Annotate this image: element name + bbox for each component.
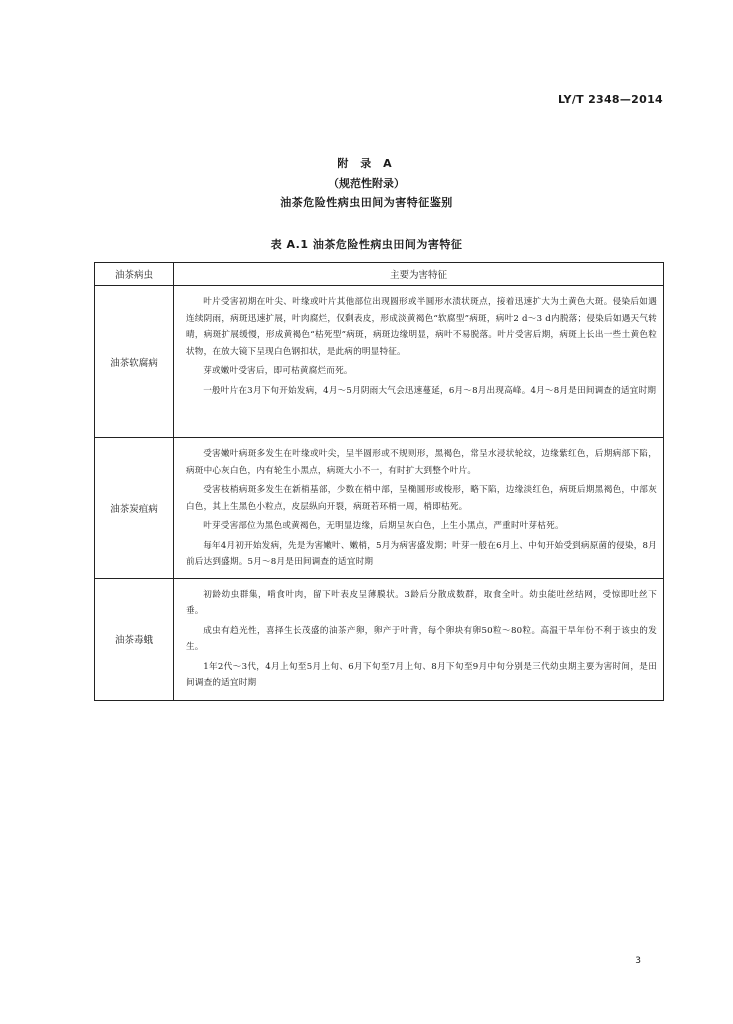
feature-description [174,438,664,579]
feature-paragraph: 初龄幼虫群集，啃食叶肉，留下叶表皮呈薄膜状。3龄后分散成数群，取食全叶。幼虫能吐丝结网，受惊即吐丝下垂。 [186,589,657,616]
annex-heading: 油茶危险性病虫田间为害特征鉴别 [280,196,453,209]
feature-paragraph: 芽或嫩叶受害后，即可枯黄腐烂而死。 [203,366,353,376]
feature-paragraph: 每年4月初开始发病，先是为害嫩叶、嫩梢，5月为病害盛发期；叶芽一般在6月上、中旬开始受到病原菌的侵染，8月前后达到盛期。5月～8月是田间调查的适宜时期 [186,540,657,567]
column-header-features: 主要为害特征 [174,263,664,286]
table-header-row [95,263,664,286]
annex-subtitle: （规范性附录） [328,177,405,190]
feature-description [174,286,664,438]
pest-name: 油茶炭疽病 [95,438,174,579]
page-number: 3 [635,956,641,966]
feature-paragraph: 受害嫩叶病斑多发生在叶缘或叶尖，呈半圆形或不规则形，黑褐色，常呈水浸状轮纹，边缘紫红色，后期病部下陷，病斑中心灰白色，内有轮生小黑点，病斑大小不一，有时扩大到整个叶片。 [186,449,657,476]
feature-paragraph: 一般叶片在3月下旬开始发病，4月～5月阴雨大气会迅速蔓延，6月～8月出现高峰。4月～8月是田间调查的适宜时期 [203,385,657,396]
feature-paragraph: 受害枝梢病斑多发生在新梢基部，少数在梢中部，呈椭圆形或梭形，略下陷，边缘淡红色，病斑后期黑褐色，中部灰白色，其上生黑色小粒点，皮层纵向开裂，病斑若环梢一周，梢即枯死。 [186,485,657,512]
feature-paragraph: 叶芽受害部位为黑色或黄褐色，无明显边缘，后期呈灰白色，上生小黑点，严重时叶芽枯死。 [203,521,564,531]
column-header-pest: 油茶病虫 [95,263,174,286]
pest-feature-table [94,262,664,701]
pest-name: 油茶毒蛾 [95,578,174,700]
feature-description [174,578,664,700]
feature-paragraph: 成虫有趋光性，喜择生长茂盛的油茶产卵，卵产于叶背，每个卵块有卵50粒～80粒。高温干旱年份不利于该虫的发生。 [186,625,657,652]
feature-paragraph: 叶片受害初期在叶尖、叶缘或叶片其他部位出现圆形或半圆形水渍状斑点，接着迅速扩大为土黄色大斑。侵染后如遇连续阴雨，病斑迅速扩展，叶肉腐烂，仅剩表皮，形成淡黄褐色“软腐型”病斑，病叶2 d～3 d内脱落；侵染后如遇天气转晴，病斑扩展缓慢，形成黄褐色“枯死型”病斑，病斑边缘明显，病叶不易脱落。叶片受害后期，病斑上长出一些土黄色粒状物，在放大镜下呈现白色钢扣状，是此病的明显特征。 [186,297,657,357]
feature-paragraph: 1年2代～3代，4月上旬至5月上旬、6月下旬至7月上旬、8月下旬至9月中旬分别是三代幼虫期主要为害时间，是田间调查的适宜时期 [186,661,657,688]
table-row [95,286,664,438]
standard-code: LY/T 2348—2014 [557,93,663,106]
annex-title: 附 录 A [337,157,396,170]
pest-name: 油茶软腐病 [95,286,174,438]
table-row [95,438,664,579]
table-row [95,578,664,700]
table-caption: 表 A.1 油茶危险性病虫田间为害特征 [270,238,463,251]
